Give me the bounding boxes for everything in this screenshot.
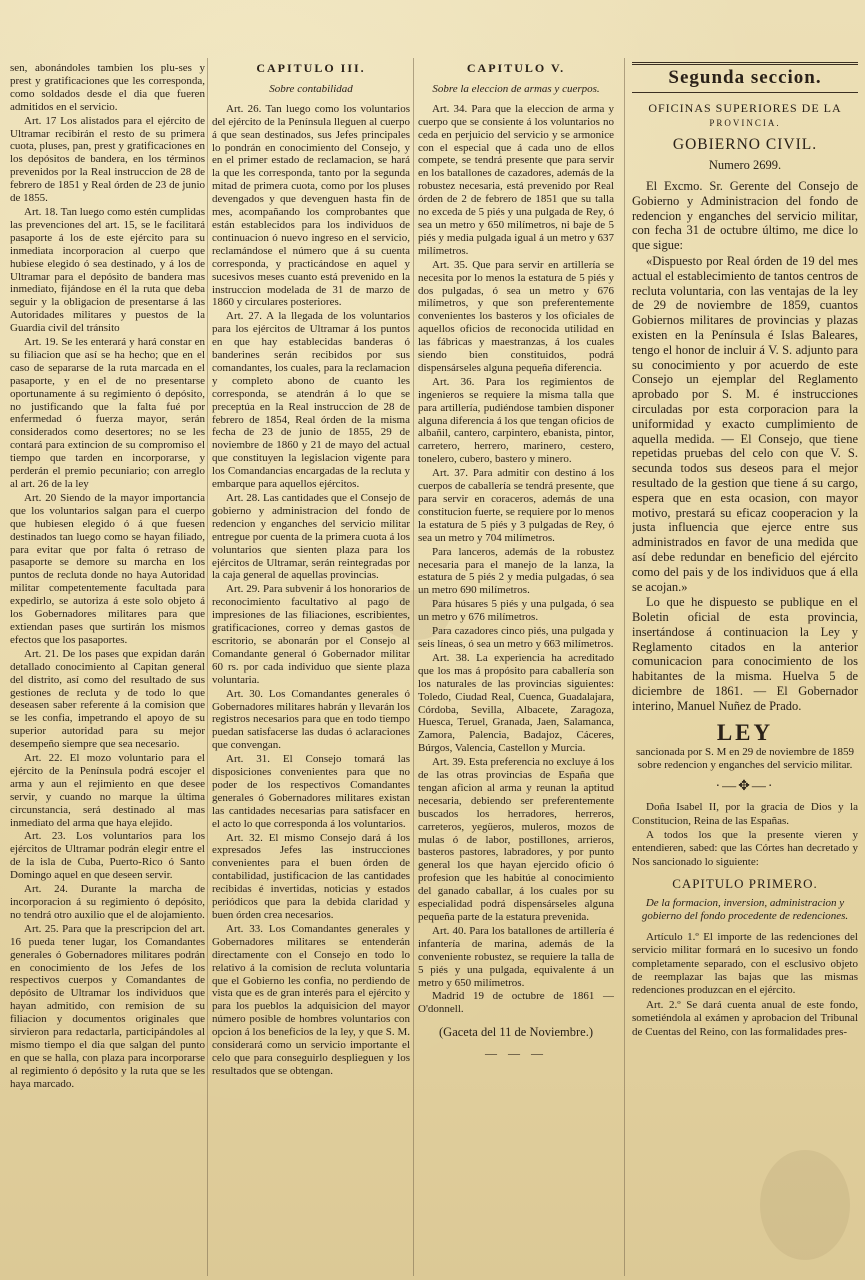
- article-20: Art. 20 Siendo de la mayor importancia que los voluntarios salgan para el cuerpo que hubiesen elegido ó á que fuesen destinados tan luego como se hayan filiado, para evitar que por falta ó retraso de pasaporte se demore su marcha en los puntos de recluta donde no haya Autoridad militar competentemente facultada para expedirlo, se autoriza á este solo objeto á los Gobernadores militares para que extiendan pases que surtirán los mismos efectos que los pasaportes.: [10, 491, 205, 646]
- article-1: Artículo 1.º El importe de las redenciones del servicio militar formará en lo sucesivo un fondo completamente separado, con el esclusivo objeto de reemplazar las bajas que las mismas redenciones produzcan en el ejército.: [632, 930, 858, 997]
- chapter-subtitle: De la formacion, inversion, administracion y gobierno del fondo procedente de redenciones.: [641, 896, 849, 922]
- column-3: [418, 62, 614, 1274]
- province-heading: PROVINCIA.: [709, 117, 781, 128]
- document-number: Numero 2699.: [708, 158, 782, 173]
- column-rule: [624, 58, 625, 1276]
- sanction-line: sancionada por S. M en 29 de noviembre de 1859 sobre redencion y enganches del servicio militar.: [635, 746, 855, 772]
- ornament-divider: ·—✥—·: [715, 779, 775, 795]
- article-19: Art. 19. Se les enterará y hará constar en su filiacion que así se ha hecho; que en el caso de separarse de la ruta marcada en el pasaporte, y en el de no presentarse oportunamente á su regimiento ó depósito, no justificando que la falta fué por enfermedad ó fuerza mayor, serán considerados como desertores; no se les contará para extincion de su compromiso el tiempo que tarden en incorporarse, y perderán el premio pecuniario; con arreglo al art. 26 de la ley: [10, 336, 205, 490]
- article-39: Art. 39. Esta preferencia no excluye á los de las otras provincias de España que tengan aficion al arma y reunan la aptitud necesaria, debiendo ser preferentemente buscados los herradores, herreros, carreteros, yegüeros, muleros, mozos de mulas ó de labor, postillones, arrieros, basteros pastores, labradores, y por punto general los que hayan ejercido oficio ó profesion que les habitúe al conocimiento del ganado caballar, á los cuales por su especialidad podrá dispensárseles alguna pequeña parte de la estatura prevenida.: [418, 756, 614, 923]
- column-2: [212, 62, 410, 1274]
- article-36: Art. 36. Para los regimientos de ingenieros se requiere la misma talla que para artillería, pudiéndose tambien disponer alguna diferencia á los que tengan oficios de albañil, cantero, carpintero, ebanista, pintor, carretero, herrero, marinero, cestero, tonelero, cubero, bastero y minero.: [418, 375, 614, 466]
- paragraph: Para lanceros, además de la robustez necesaria para el manejo de la lanza, la estatura de 5 piés 2 y media pulgadas, ó sea un metro 690 milímetros.: [418, 545, 614, 597]
- column-4: [632, 62, 858, 1274]
- article-38: Art. 38. La experiencia ha acreditado que los mas á propósito para caballería son los naturales de las provincias siguientes: Toledo, Ciudad Real, Cuenca, Guadalajara, Córdoba, Sevilla, Albacete, Zaragoza, Huesca, Teruel, Granada, Jaen, Salamanca, Zamora, Palencia, Badajoz, Cáceres, Búrgos, Valencia, Castellon y Murcia.: [418, 651, 614, 755]
- article-21: Art. 21. De los pases que expidan darán detallado conocimiento al Capitan general del distrito, así como del resultado de sus gestiones de recluta y de todo lo que deseasen saber referente á la comision que se les confia, impetrando el apoyo de su superior autoridad para su mejor desempeño siempre que sea necesario.: [10, 647, 205, 751]
- gaceta-reference: (Gaceta del 11 de Noviembre.): [439, 1025, 593, 1040]
- article-30: Art. 30. Los Comandantes generales ó Gobernadores militares habrán y llevarán los registros necesarios para que en todo tiempo puedan satisfacerse las dudas ó aclaraciones que convengan.: [212, 687, 410, 752]
- chapter-heading: CAPITULO III.: [256, 62, 366, 75]
- double-rule: [632, 62, 858, 65]
- gobierno-heading: GOBIERNO CIVIL.: [672, 136, 818, 154]
- chapter-subtitle: Sobre contabilidad: [269, 82, 353, 95]
- article-17: Art. 17 Los alistados para el ejército de Ultramar recibirán el resto de su primera cuota, pluses, pan, prest y gratificaciones en los depósitos de bandera, en los términos prevenidos por la Real instruccion de 28 de febrero de 1851 y Real órden de 23 de junio de 1855.: [10, 114, 205, 205]
- article-37: Art. 37. Para admitir con destino á los cuerpos de caballería se tendrá presente, que para servir en coraceros, además de una constitucion fuerte, se requiere por lo menos la estatura de 5 piés y 3 pulgadas de Rey, ó sea un metro y 704 milímetros.: [418, 467, 614, 544]
- paragraph: sen, abonándoles tambien los plu-ses y prest y gratificaciones que les corresponda, como soldados desde el dia que fueren admitidos en el servicio.: [10, 62, 205, 113]
- article-29: Art. 29. Para subvenir á los honorarios de reconocimiento facultativo al pago de impresiones de las filiaciones, escribientes, gratificaciones, correo y demas gastos de escritorio, se abonarán por el Consejo al Comandante general ó Gobernador militar 60 rs. por cada individuo que siente plaza voluntaria.: [212, 583, 410, 686]
- column-rule: [207, 58, 208, 1276]
- column-rule: [413, 58, 414, 1276]
- article-24: Art. 24. Durante la marcha de incorporacion á su regimiento ó depósito, no tendrá otro auxilio que el de alojamiento.: [10, 883, 205, 921]
- article-27: Art. 27. A la llegada de los voluntarios para los ejércitos de Ultramar á los puntos en que hay establecidas banderas ó banderines serán recibidos por sus comandantes, los cuales, para la reclamacion y completo abono de cuanto les corresponda, se atendrán á lo que se preceptúa en la Real instruccion de 28 de febrero de 1854, Real órden de la misma fecha de 23 de junio de 1855, 29 de noviembre de 1860 y 21 de mayo del actual que constituyen la legislacion vigente para los Comandancias encargadas de la recluta y embarque para aquellos ejércitos.: [212, 310, 410, 491]
- decree-intro: Doña Isabel II, por la gracia de Dios y la Constitucion, Reina de las Españas.: [632, 801, 858, 827]
- article-33: Art. 33. Los Comandantes generales y Gobernadores militares se entenderán directamente con el Consejo en todo lo relativo á la comision de recluta voluntaria que el Gobierno les confia, no perdiendo de vista que es de gran interés para el ejército y para los pueblos la adquisicion del mayor número posible de hombres voluntarios con opcion á los beneficios de la ley, y que S. M. considerará como un servicio importante el celo que para conseguirlo desplieguen y los resultados que se obtengan.: [212, 922, 410, 1077]
- article-23: Art. 23. Los voluntarios para los ejércitos de Ultramar podrán elegir entre el de la isla de Cuba, Puerto-Rico ó Santo Domingo aquel en que deseen servir.: [10, 830, 205, 882]
- article-34: Art. 34. Para que la eleccion de arma y cuerpo que se consiente á los voluntarios no ceda en perjuicio del servicio y se armonice con el especial que á cada uno de ellos compete, se tendrá presente que para servir en los batallones de cazadores, además de la robustez necesaria, está prevenido por Real órden de 2 de febrero de 1851 que su talla no exceda de 5 piés y una pulgada de Rey, ó sea un metro y 650 milímetros, ni baje de 5 piés y media pulgada igual á un metro y 637 milímetros.: [418, 102, 614, 257]
- article-25: Art. 25. Para que la prescripcion del art. 16 pueda tener lugar, los Comandantes generales ó Gobernadores militares podrán en conocimiento de los Jefes de los respectivos cuerpos y Comandantes de depósito de Ultramar los individuos que hayan admitido, con remision de su filiacion y documentos originales que sirvieron para redactarla, participándoles al mismo tiempo el dia que salgan del punto en que se halla, con plaza para incorporarse al regimiento ó depósito y la ruta que se les haya marcado.: [10, 922, 205, 1090]
- article-40: Art. 40. Para los batallones de artillería é infantería de marina, además de la conveniente robustez, se requiere la talla de 5 piés y una pulgada, equivalente á un metro y 650 milímetros.: [418, 924, 614, 989]
- article-26: Art. 26. Tan luego como los voluntarios del ejército de la Península lleguen al cuerpo á que sean destinados, sus Jefes principales lo pondrán en conocimiento del Consejo, y en el primer estado de reclamacion, se hará la que les corresponda, tanto por la segunda mitad de primera cuota, como por los pluses devengados y que devenguen hasta fin de mes, acompañando los comprobantes que están establecidos para los individuos de continuacion ó nuevo ingreso en el servicio, reclamándose el número que á su cuenta corresponda, y practicándose en aquel y sucesivos meses cuanto está prevenido en la instruccion modelada de 31 de marzo de 1860 y circulares posteriores.: [212, 102, 410, 309]
- end-mark: — — —: [485, 1046, 547, 1061]
- rule: [632, 92, 858, 93]
- paragraph: Para húsares 5 piés y una pulgada, ó sea un metro y 676 milímetros.: [418, 598, 614, 624]
- section-title: Segunda seccion.: [668, 67, 822, 88]
- paragraph: Lo que he dispuesto se publique en el Boletin oficial de esta provincia, insertándose á continuacion la Ley y Reglamento citados en la anterior comunicacion para conocimiento de los habitantes de la misma. Huelva 5 de diciembre de 1861. — El Gobernador interino, Manuel Nuñez de Prado.: [632, 595, 858, 713]
- chapter-subtitle: Sobre la eleccion de armas y cuerpos.: [432, 82, 600, 95]
- chapter-heading: CAPITULO PRIMERO.: [672, 876, 818, 892]
- column-1: [10, 62, 205, 1274]
- article-2: Art. 2.º Se dará cuenta anual de este fondo, sometiéndola al exámen y aprobacion del Tribunal de Cuentas del Reino, con las formalidades pres-: [632, 998, 858, 1038]
- chapter-heading: CAPITULO V.: [466, 62, 566, 75]
- article-28: Art. 28. Las cantidades que el Consejo de gobierno y administracion del fondo de redencion y enganches del servicio militar entregue por cuenta de la primera cuota á los voluntarios que sienten plaza para los ejércitos de Ultramar, serán reintegradas por la caja general de aquellas provincias.: [212, 492, 410, 582]
- article-22: Art. 22. El mozo voluntario para el ejército de la Península podrá escojer el arma y aun el rejimiento en que desee servir, y cuando no marque la última circunstancia, será destinado al mas inmediato del arma que haya elejido.: [10, 752, 205, 829]
- quoted-order: «Dispuesto por Real órden de 19 del mes actual el establecimiento de tantos centros de recluta voluntaria, con las ventajas de la ley de 29 de noviembre de 1859, cuantos Gobiernos militares de provincias y plazas existen en la Península é Islas Baleares, tengo el honor de incluir á V. S. adjunto para su conocimiento y por acuerdo de este Consejo un ejemplar del Reglamento aprobado por S. M. é instrucciones circuladas por esta corporacion para la uniformidad y exacto cumplimiento de aquella medida. — El Consejo, que tiene repetidas pruebas del celo con que V. S. secunda todos sus deseos para el mejor resultado de la gestion que tiene á su cargo, espera que en esta ocasion, con mayor motivo, prestará su eficaz cooperacion y la justa influencia que ejerce entre sus administrados en favor de una medida que así debe redundar en beneficio del ejército como del pais y de los individuos que á ella se acojan.»: [632, 253, 858, 594]
- article-35: Art. 35. Que para servir en artillería se necesita por lo menos la estatura de 5 piés y dos pulgadas, ó sea un metro y 676 milímetros, y que son preferentemente convenientes los basteros y los oficiales de aquellos oficios de reconocida utilidad en las fábricas y maestranzas, á los cuales siendo bien constituidos, podrá dispensárseles alguna pequeña diferencia.: [418, 258, 614, 374]
- offices-heading: OFICINAS SUPERIORES DE LA: [648, 100, 842, 115]
- article-18: Art. 18. Tan luego como estén cumplidas las prevenciones del art. 15, se le facilitará pasaporte á los de este ejército para su inmediata incorporacion al cuerpo que hubiese elegido ó sea destinado, y á los de Ultramar para el depósito de bandera mas inmediato, fijándose en él la ruta que deba seguir y la obligacion de presentarse á las Autoridades militares y puestos de la Guardia civil del tránsito: [10, 205, 205, 335]
- signature-line: Madrid 19 de octubre de 1861 — O'donnell.: [418, 990, 614, 1016]
- paragraph: Para cazadores cinco piés, una pulgada y seis líneas, ó sea un metro y 663 milímetros.: [418, 625, 614, 650]
- decree-intro: A todos los que la presente vieren y entendieren, sabed: que las Córtes han decretado y Nos sancionado lo siguiente:: [632, 829, 858, 868]
- ley-heading: LEY: [716, 719, 774, 745]
- article-32: Art. 32. El mismo Consejo dará á los expresados Jefes las instrucciones convenientes para el buen órden de contabilidad, justificacion de las cantidades recibidas é invertidas, noticias y estados periódicos que para la debida claridad y buen órden crea necesarios.: [212, 831, 410, 921]
- article-31: Art. 31. El Consejo tomará las disposiciones convenientes para que no poder de los respectivos Comandantes generales ó Gobernadores militares existan las cantidades necesarias para satisfacer en el acto lo que corresponda á los voluntarios.: [212, 753, 410, 830]
- paragraph: El Excmo. Sr. Gerente del Consejo de Gobierno y Administracion del fondo de redencion y enganches del servicio militar, con fecha 31 de octubre último, me dice lo que sigue:: [632, 178, 858, 253]
